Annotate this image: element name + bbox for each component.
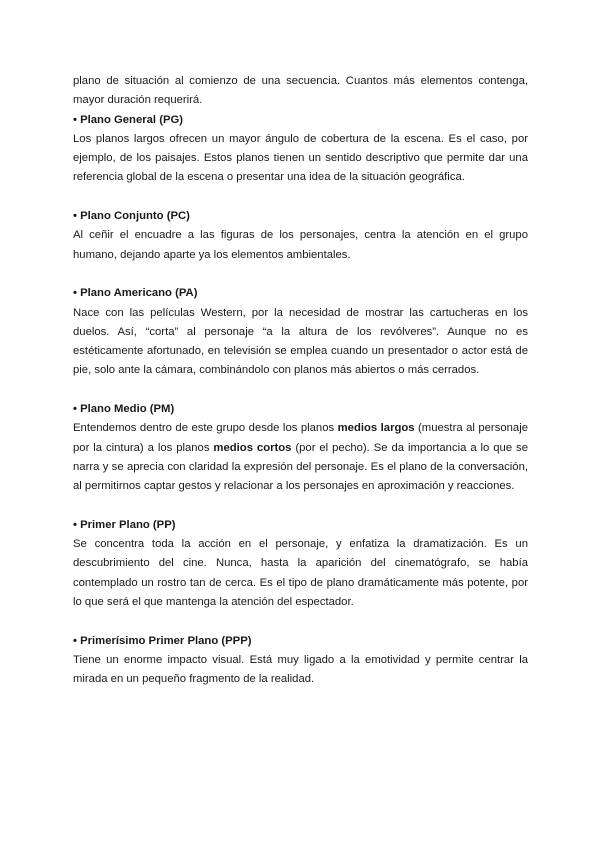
section-heading-plano-americano: • Plano Americano (PA): [73, 287, 198, 300]
section-heading-plano-general: • Plano General (PG): [73, 113, 184, 126]
section-body-plano-conjunto: Al ceñir el encuadre a las figuras de los personajes, centra la atención en el grupo humano, dejando aparte ya los elementos ambientales.: [73, 229, 528, 261]
body-text: (muestra al personaje por la cintura) a los planos: [73, 422, 528, 454]
section-body-plano-general: Los planos largos ofrecen un mayor ángulo de cobertura de la escena. Es el caso, por ejemplo, de los paisajes. Estos planos tienen un sentido descriptivo que permite dar una referencia global de la escena o presentar una idea de la situación geográfica.: [73, 132, 528, 184]
intro-paragraph: plano de situación al comienzo de una secuencia. Cuantos más elementos contenga, mayor duración requerirá.: [73, 75, 528, 107]
body-text: Entendemos dentro de este grupo desde los planos: [73, 422, 338, 435]
section-heading-primerisimo-primer-plano: • Primerísimo Primer Plano (PPP): [73, 634, 252, 647]
section-heading-plano-conjunto: • Plano Conjunto (PC): [73, 210, 190, 223]
section-body-plano-americano: Nace con las películas Western, por la necesidad de mostrar las cartucheras en los duelos. Así, “corta” al personaje “a la altura de los revólveres”. Aunque no es estéticamente afortunado, en televisión se emplea cuando un presentador o actor está de pie, solo ante la cámara, combinándolo con planos más abiertos o más cerrados.: [73, 306, 528, 377]
section-heading-primer-plano: • Primer Plano (PP): [73, 518, 176, 531]
section-heading-plano-medio: • Plano Medio (PM): [73, 403, 175, 416]
bold-term-medios-cortos: medios cortos: [213, 441, 292, 454]
section-body-primerisimo-primer-plano: Tiene un enorme impacto visual. Está muy ligado a la emotividad y permite centrar la mirada en un pequeño fragmento de la realidad.: [73, 653, 528, 686]
section-body-plano-medio: [73, 419, 528, 496]
section-body-primer-plano: Se concentra toda la acción en el personaje, y enfatiza la dramatización. Es un descubrimiento del cine. Nunca, hasta la aparición del cinematógrafo, se había contemplado un rostro tan de cerca. Es el tipo de plano dramáticamente más potente, por lo que será el que mantenga la atención del espectador.: [73, 538, 528, 609]
bold-term-medios-largos: medios largos: [337, 422, 415, 435]
body-text: (por el pecho). Se da importancia a lo que se narra y se aprecia con claridad la expresión del personaje. Es el plano de la conversación, al permitirnos captar gestos y relacionar a los personajes en aproximación y reacciones.: [73, 441, 528, 493]
